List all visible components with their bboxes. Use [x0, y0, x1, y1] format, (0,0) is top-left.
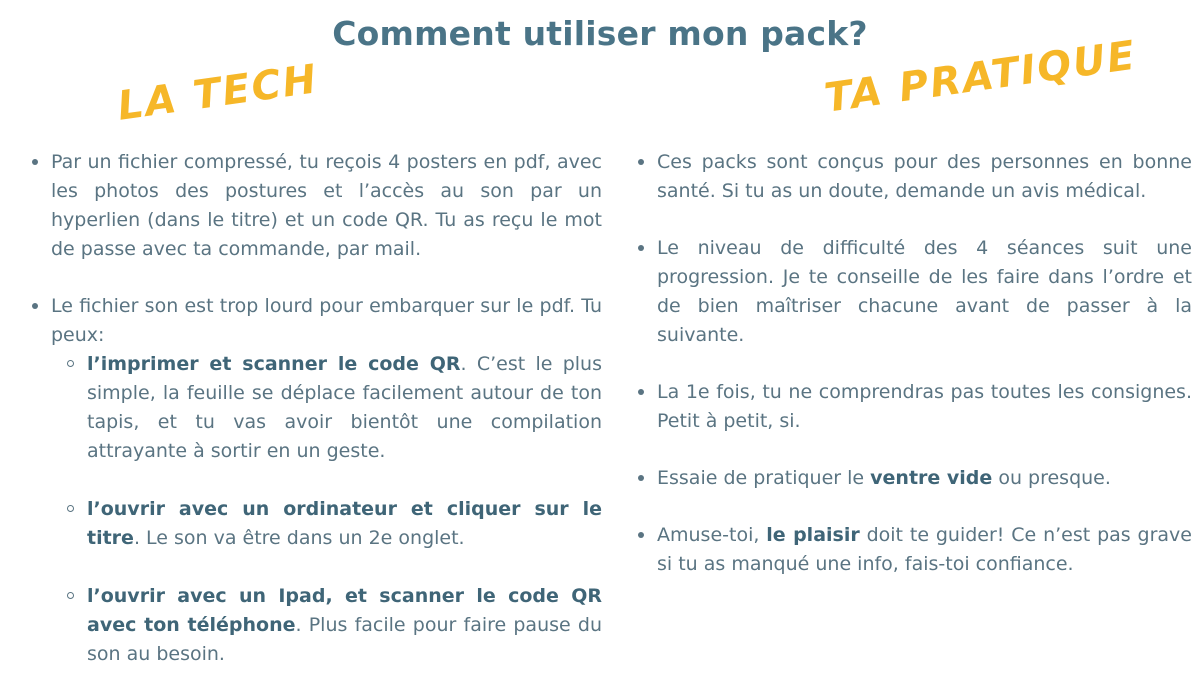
right-list-item: [634, 521, 1192, 579]
right-item-text: doit te guider! Ce n’est pas grave si tu as manqué une info, fais-toi confiance.: [657, 524, 1192, 575]
right-item-text: La 1e fois, tu ne comprendras pas toutes les consignes. Petit à petit, si.: [657, 381, 1192, 432]
left-sub-list: [28, 350, 602, 669]
right-item-text: Amuse-toi,: [657, 524, 767, 546]
left-sub-item: [64, 582, 602, 669]
sub-item-bold: l’imprimer et scanner le code QR: [87, 353, 461, 375]
left-sub-item: [64, 495, 602, 553]
right-list-item: [634, 378, 1192, 436]
right-item-text: Ces packs sont conçus pour des personnes en bonne santé. Si tu as un doute, demande un avis médical.: [657, 151, 1192, 202]
right-list-item: [634, 464, 1192, 493]
left-section-heading: LA TECH: [114, 56, 322, 130]
right-item-text: Essaie de pratiquer le: [657, 467, 871, 489]
right-item-bold: ventre vide: [870, 467, 993, 489]
right-list-item: [634, 234, 1192, 350]
right-column: [634, 148, 1192, 579]
left-item-text: Le fichier son est trop lourd pour embarquer sur le pdf. Tu peux:: [51, 295, 602, 346]
page-title: Comment utiliser mon pack?: [332, 14, 868, 53]
left-list-item: [28, 148, 602, 264]
left-list-item: [28, 292, 602, 350]
right-list-item: [634, 148, 1192, 206]
left-column: [28, 148, 602, 669]
right-item-text: ou presque.: [992, 467, 1111, 489]
sub-item-text: . Le son va être dans un 2e onglet.: [133, 527, 465, 549]
left-sub-item: [64, 350, 602, 466]
left-bullet-list: [28, 148, 602, 350]
right-bullet-list: [634, 148, 1192, 579]
left-item-text: Par un fichier compressé, tu reçois 4 posters en pdf, avec les photos des postures et l’accès au son par un hyperlien (dans le titre) et un code QR. Tu as reçu le mot de passe avec ta commande, par mail.: [51, 151, 602, 260]
sub-item-text: . Plus facile pour faire pause du son au besoin.: [87, 614, 602, 665]
sub-item-bold: l’ouvrir avec un Ipad, et scanner le code QR avec ton téléphone: [87, 585, 602, 636]
right-item-text: Le niveau de difficulté des 4 séances suit une progression. Je te conseille de les faire dans l’ordre et de bien maîtriser chacune avant de passer à la suivante.: [657, 237, 1192, 346]
sub-item-bold: l’ouvrir avec un ordinateur et cliquer sur le titre: [87, 498, 602, 549]
right-section-heading: TA PRATIQUE: [821, 32, 1140, 122]
right-item-bold: le plaisir: [766, 524, 860, 546]
sub-item-text: . C’est le plus simple, la feuille se déplace facilement autour de ton tapis, et tu vas avoir bientôt une compilation attrayante à sortir en un geste.: [87, 353, 602, 462]
